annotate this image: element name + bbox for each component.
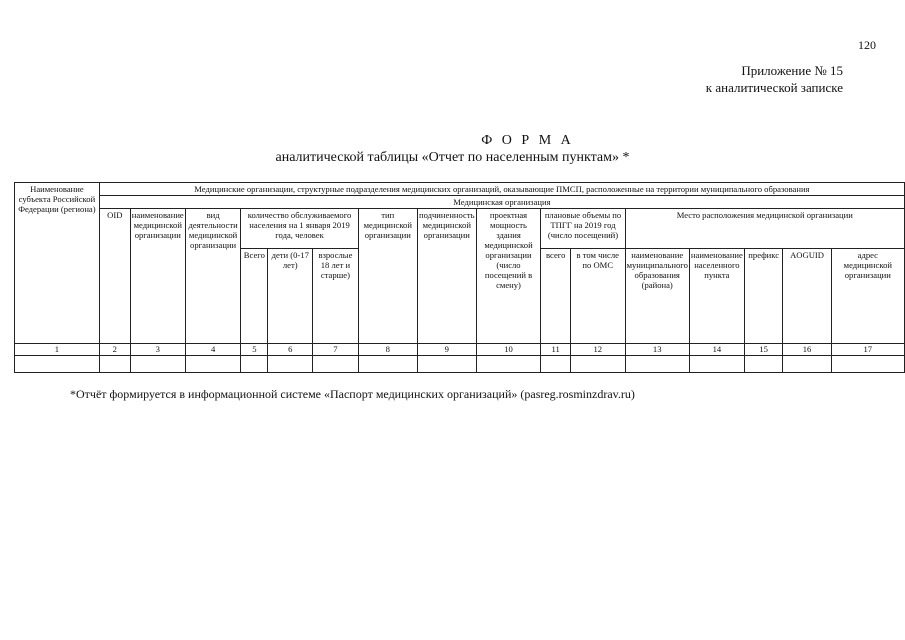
appendix-line-2: к аналитической записке [705, 80, 843, 95]
header-org-type: тип медицинской организации [358, 209, 417, 344]
header-pop-total: Всего [241, 249, 268, 344]
empty-cell [744, 356, 783, 373]
header-medical-org: Медицинская организация [99, 196, 904, 209]
header-oid: OID [99, 209, 130, 344]
empty-cell [783, 356, 831, 373]
empty-cell [185, 356, 241, 373]
column-number: 16 [783, 344, 831, 356]
empty-cell [241, 356, 268, 373]
empty-cell [130, 356, 185, 373]
form-title-sub: аналитической таблицы «Отчет по населенным пунктам» * [275, 150, 630, 165]
column-number: 6 [268, 344, 313, 356]
header-region: Наименование субъекта Российской Федерации (региона) [15, 183, 100, 344]
header-capacity: проектная мощность здания медицинской организации (число посещений в смену) [476, 209, 541, 344]
page-number: 120 [858, 38, 876, 52]
empty-cell [268, 356, 313, 373]
column-number: 5 [241, 344, 268, 356]
appendix-line-1: Приложение № 15 [741, 63, 843, 78]
empty-cell [570, 356, 625, 373]
empty-cell [689, 356, 744, 373]
header-medical-orgs: Медицинские организации, структурные подразделения медицинских организаций, оказывающие ПМСП, расположенные на территории муниципального образования [99, 183, 904, 196]
column-number: 15 [744, 344, 783, 356]
empty-cell [99, 356, 130, 373]
header-pop-adults: взрослые 18 лет и старше) [313, 249, 358, 344]
column-number: 14 [689, 344, 744, 356]
header-subordination: подчиненность медицинской организации [417, 209, 476, 344]
empty-cell [476, 356, 541, 373]
appendix-note [583, 62, 843, 96]
column-number: 10 [476, 344, 541, 356]
column-number: 11 [541, 344, 570, 356]
header-aoguid: AOGUID [783, 249, 831, 344]
empty-cell [625, 356, 689, 373]
form-title-main: Ф О Р М А [481, 133, 574, 148]
header-settlement: наименование населенного пункта [689, 249, 744, 344]
column-number: 9 [417, 344, 476, 356]
header-planned-volumes: плановые объемы по ТПГГ на 2019 год (число посещений) [541, 209, 625, 249]
header-prefix: префикс [744, 249, 783, 344]
header-address: адрес медицинской организации [831, 249, 904, 344]
form-title [0, 132, 905, 166]
header-location: Место расположения медицинской организации [625, 209, 904, 249]
column-numbers-row [15, 344, 905, 356]
report-table [14, 182, 905, 373]
column-number: 13 [625, 344, 689, 356]
footnote: *Отчёт формируется в информационной системе «Паспорт медицинских организаций» (pasreg.rosminzdrav.ru) [70, 387, 635, 401]
column-number: 2 [99, 344, 130, 356]
column-number: 3 [130, 344, 185, 356]
column-number: 8 [358, 344, 417, 356]
empty-cell [358, 356, 417, 373]
header-activity-type: вид деятельности медицинской организации [185, 209, 241, 344]
column-number: 4 [185, 344, 241, 356]
header-planned-oms: в том числе по ОМС [570, 249, 625, 344]
empty-data-row [15, 356, 905, 373]
header-planned-total: всего [541, 249, 570, 344]
empty-cell [831, 356, 904, 373]
empty-cell [15, 356, 100, 373]
empty-cell [541, 356, 570, 373]
empty-cell [417, 356, 476, 373]
column-number: 12 [570, 344, 625, 356]
header-pop-children: дети (0-17 лет) [268, 249, 313, 344]
empty-cell [313, 356, 358, 373]
column-number: 7 [313, 344, 358, 356]
header-population: количество обслуживаемого населения на 1 января 2019 года, человек [241, 209, 358, 249]
column-number: 17 [831, 344, 904, 356]
header-org-name: наименование медицинской организации [130, 209, 185, 344]
column-number: 1 [15, 344, 100, 356]
header-municipality: наименование муниципального образования (района) [625, 249, 689, 344]
